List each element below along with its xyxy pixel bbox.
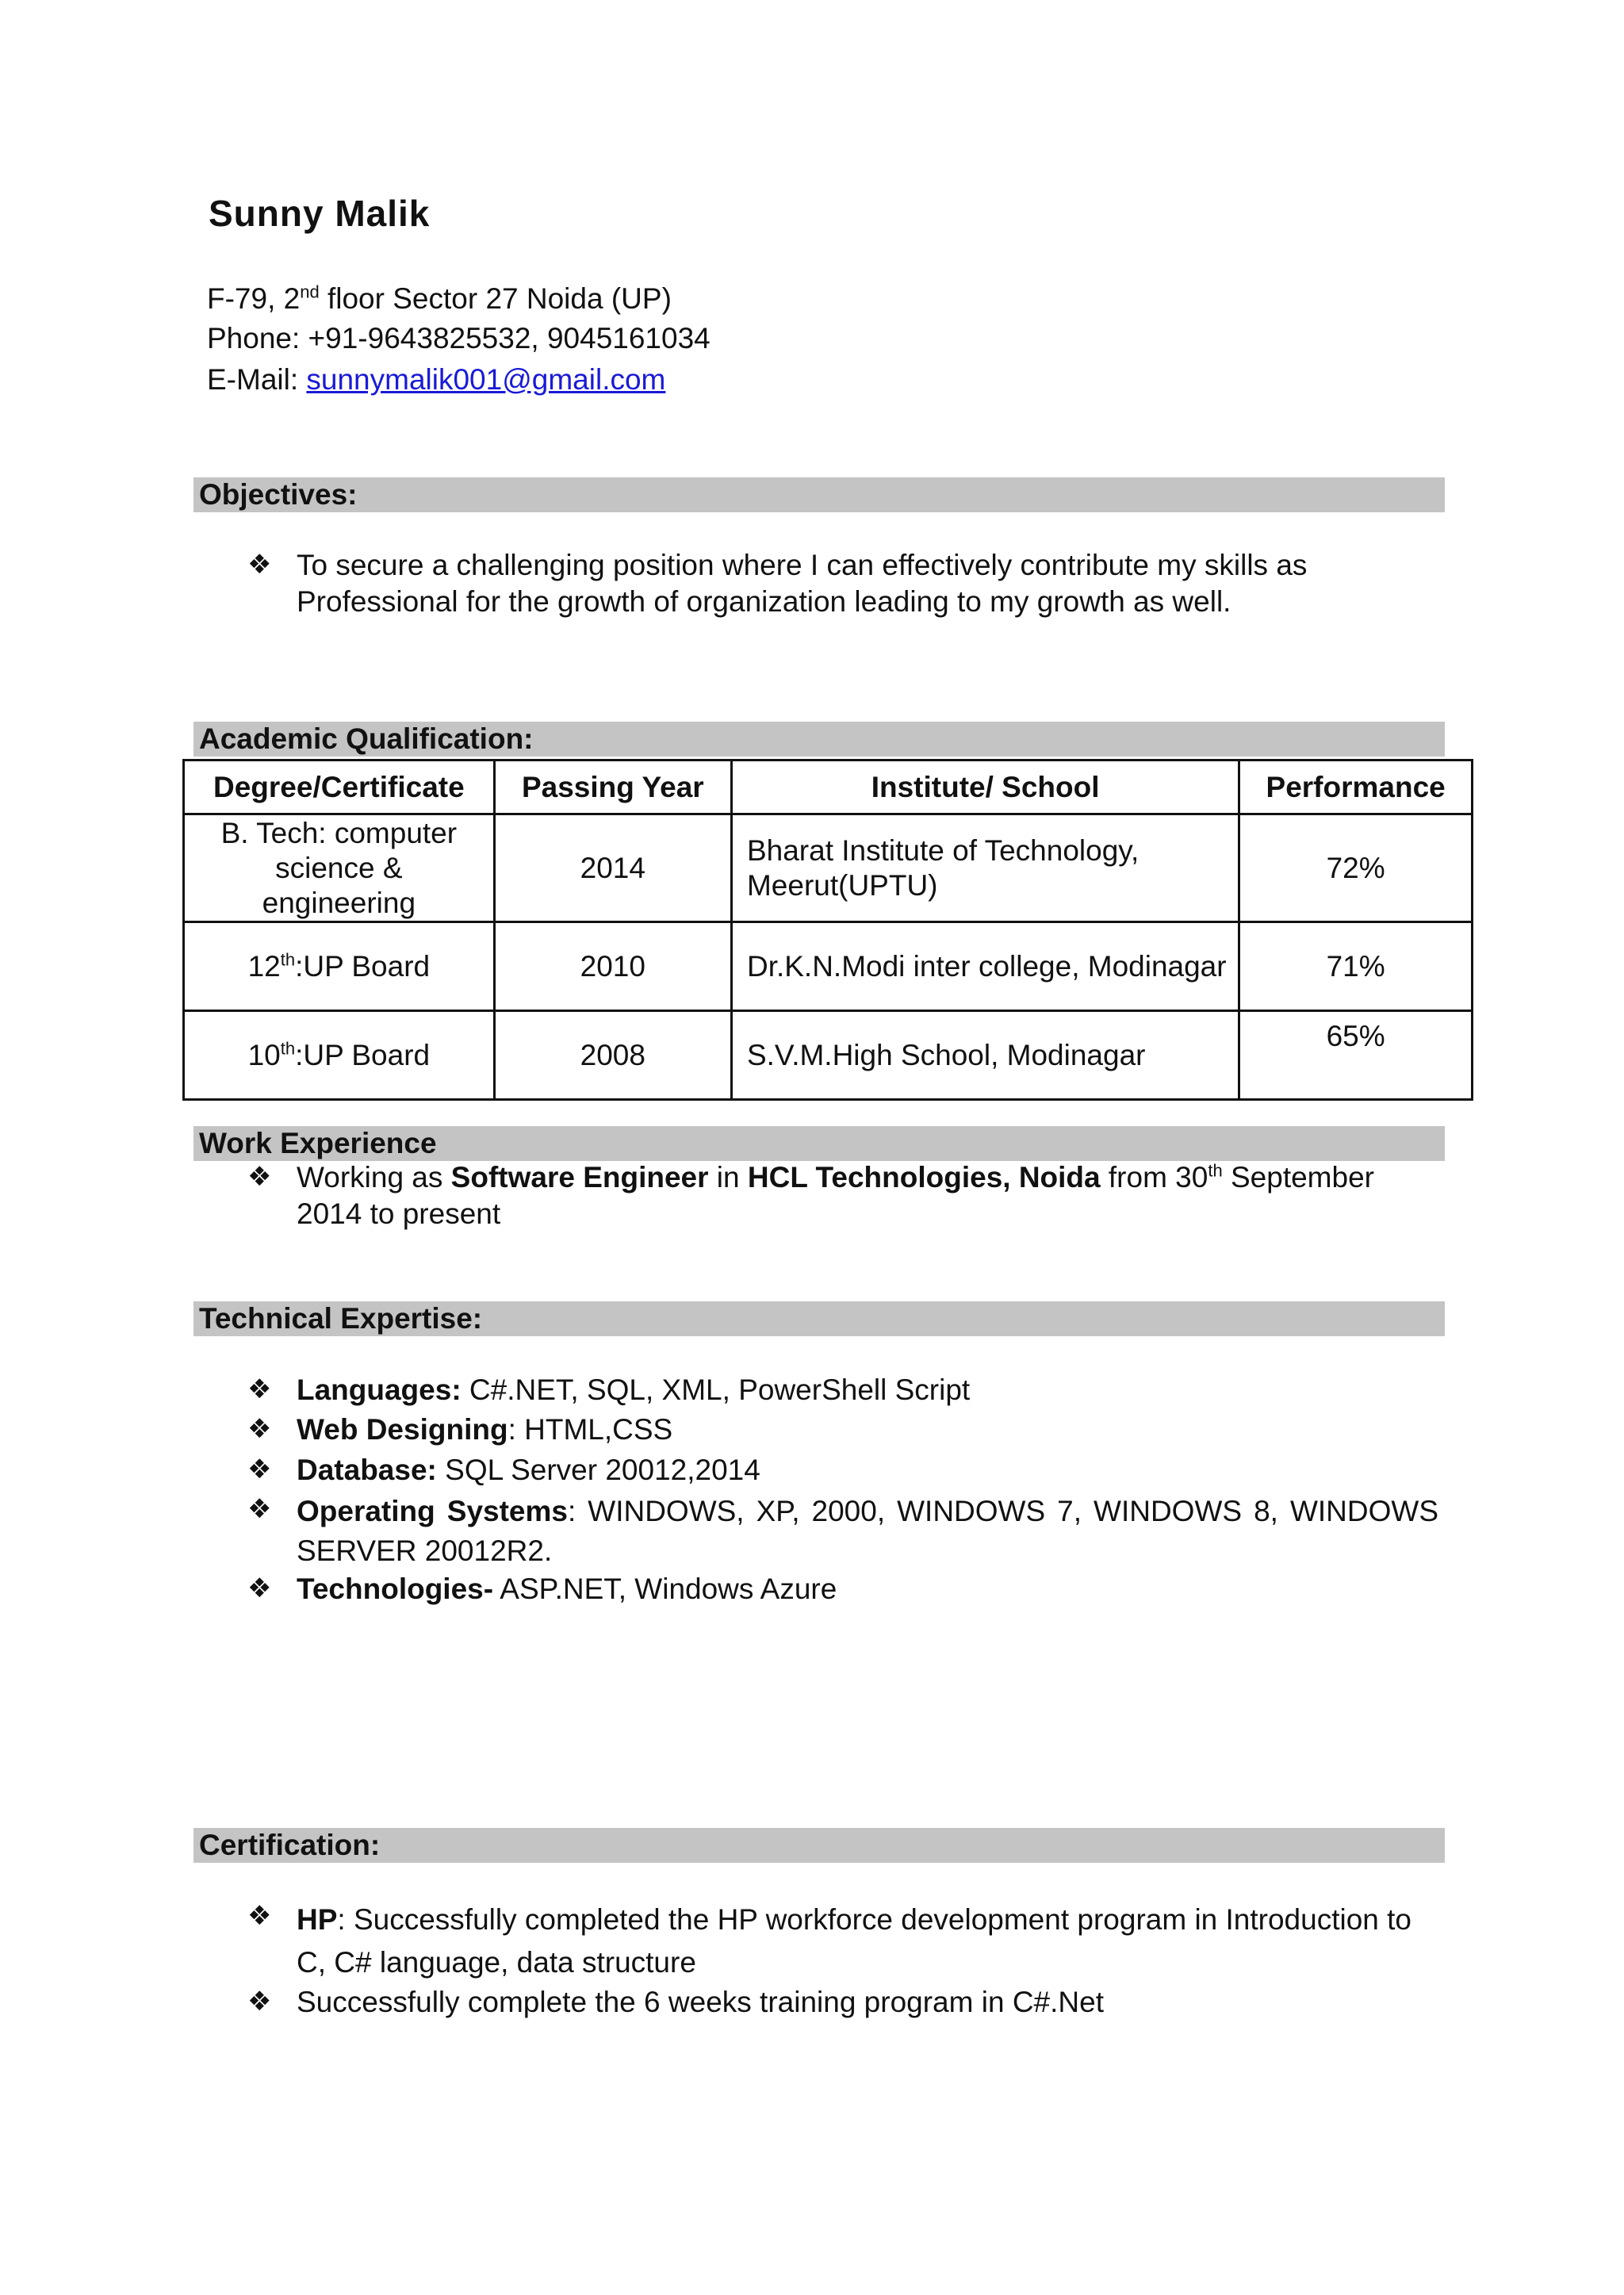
academic-table xyxy=(182,759,1473,1101)
technical-heading: Technical Expertise: xyxy=(193,1301,1445,1336)
performance-cell: 71% xyxy=(1239,922,1473,1011)
bullet-icon: ❖ xyxy=(247,1414,272,1444)
performance-cell: 65% xyxy=(1239,1011,1473,1100)
year-cell: 2008 xyxy=(494,1011,731,1100)
bullet-icon: ❖ xyxy=(247,1901,272,1931)
degree-cell: 10th:UP Board xyxy=(184,1011,495,1100)
table-row xyxy=(184,922,1473,1011)
institute-cell: Bharat Institute of Technology, Meerut(UPTU) xyxy=(731,814,1239,922)
tech-item-technologies: Technologies- ASP.NET, Windows Azure xyxy=(297,1573,837,1605)
table-row xyxy=(184,1011,1473,1100)
degree-cell: B. Tech: computer science & engineering xyxy=(184,814,495,922)
email-link[interactable]: sunnymalik001@gmail.com xyxy=(306,363,666,396)
bullet-icon: ❖ xyxy=(247,550,272,580)
bullet-icon: ❖ xyxy=(247,1162,272,1192)
certification-heading: Certification: xyxy=(193,1828,1445,1863)
phone-line: Phone: +91-9643825532, 9045161034 xyxy=(207,322,710,354)
academic-heading: Academic Qualification: xyxy=(193,722,1445,757)
bullet-icon: ❖ xyxy=(247,1987,272,2017)
objectives-heading: Objectives: xyxy=(193,477,1445,512)
year-cell: 2014 xyxy=(494,814,731,922)
cert-item-hp: HP: Successfully completed the HP workforce development program in Introduction to C, C# language, data structure xyxy=(297,1903,1412,1979)
institute-cell: Dr.K.N.Modi inter college, Modinagar xyxy=(731,922,1239,1011)
bullet-icon: ❖ xyxy=(247,1454,272,1485)
column-header: Institute/ School xyxy=(731,761,1239,814)
tech-item-web: Web Designing: HTML,CSS xyxy=(297,1413,673,1446)
bullet-icon: ❖ xyxy=(247,1374,272,1404)
address-line: F-79, 2nd floor Sector 27 Noida (UP) xyxy=(207,282,672,315)
performance-cell: 72% xyxy=(1239,814,1473,922)
email-line: E-Mail: sunnymalik001@gmail.com xyxy=(207,363,666,396)
bullet-icon: ❖ xyxy=(247,1573,272,1603)
work-heading: Work Experience xyxy=(193,1126,1445,1161)
cert-item-training: Successfully complete the 6 weeks training program in C#.Net xyxy=(297,1986,1104,2018)
column-header: Performance xyxy=(1239,761,1473,814)
institute-cell: S.V.M.High School, Modinagar xyxy=(731,1011,1239,1100)
tech-item-languages: Languages: C#.NET, SQL, XML, PowerShell Script xyxy=(297,1374,971,1406)
table-header-row xyxy=(184,761,1473,814)
tech-item-database: Database: SQL Server 20012,2014 xyxy=(297,1454,760,1486)
candidate-name: Sunny Malik xyxy=(209,193,431,234)
work-text: Working as Software Engineer in HCL Technologies, Noida from 30th September 2014 to present xyxy=(297,1160,1374,1230)
objective-text: To secure a challenging position where I can effectively contribute my skills as Professional for the growth of organization leading to my growth as well. xyxy=(297,549,1308,618)
table-row xyxy=(184,814,1473,922)
bullet-icon: ❖ xyxy=(247,1494,272,1524)
column-header: Passing Year xyxy=(494,761,731,814)
year-cell: 2010 xyxy=(494,922,731,1011)
column-header: Degree/Certificate xyxy=(184,761,495,814)
degree-cell: 12th:UP Board xyxy=(184,922,495,1011)
tech-item-os: Operating Systems: WINDOWS, XP, 2000, WINDOWS 7, WINDOWS 8, WINDOWS SERVER 20012R2. xyxy=(297,1495,1438,1567)
